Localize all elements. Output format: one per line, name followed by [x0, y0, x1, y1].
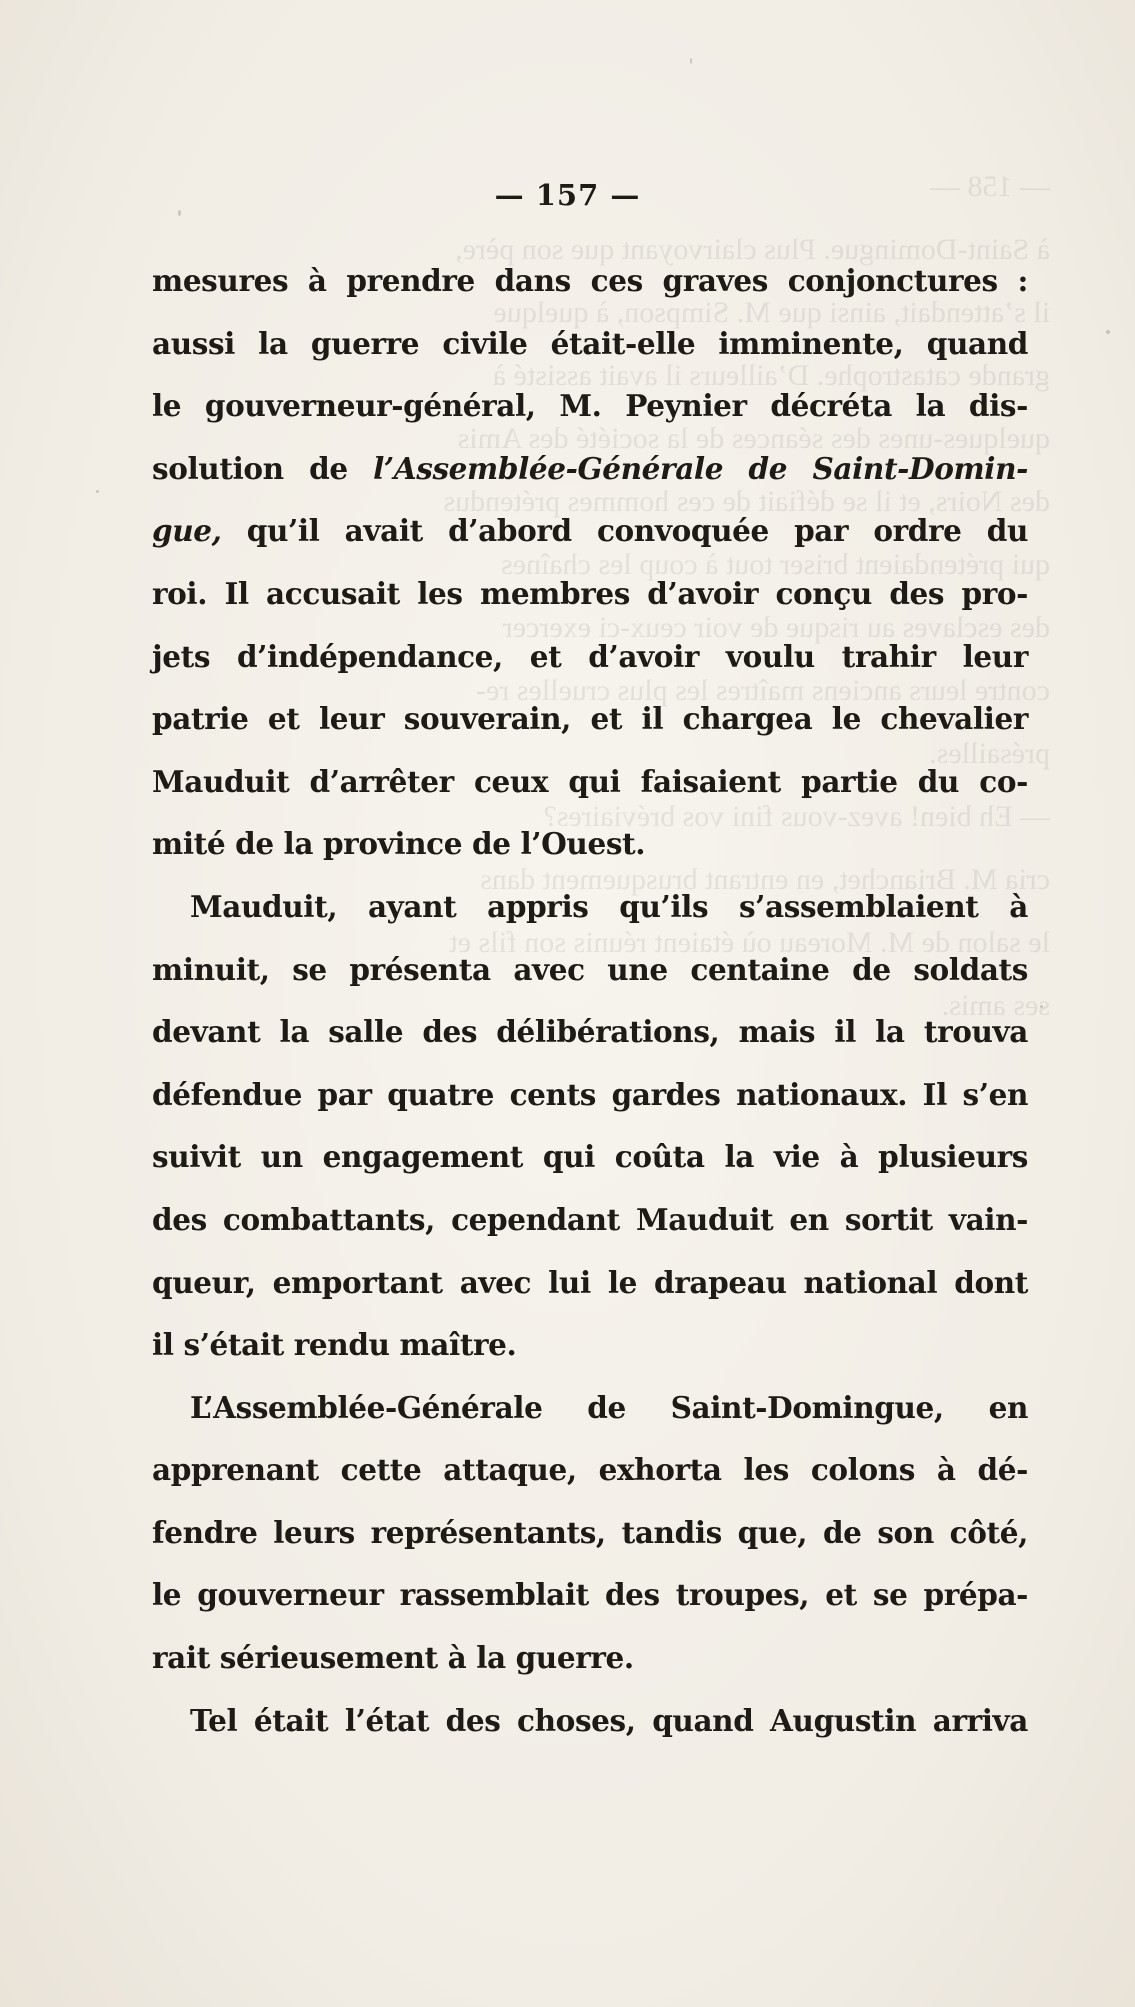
text-line: Tel était l’état des choses, quand Augustin arriva [190, 1702, 1028, 1738]
text-line: jets d’indépendance, et d’avoir voulu trahir leur [152, 638, 1028, 674]
paper-speck [1040, 1005, 1043, 1008]
text-line: rait sérieusement à la guerre. [152, 1640, 634, 1676]
paper-speck [96, 490, 99, 493]
text-line: L’Assemblée-Générale de Saint-Domingue, en [190, 1389, 1028, 1425]
text-line: gue, qu’il avait d’abord convoquée par ordre du [152, 513, 1028, 549]
text-line: le gouverneur rassemblait des troupes, et se prépa- [152, 1577, 1028, 1613]
text-line: devant la salle des délibérations, mais il la trouva [152, 1014, 1028, 1050]
paper-speck [690, 58, 692, 64]
text-line: patrie et leur souverain, et il chargea le chevalier [152, 701, 1028, 737]
italic-title: gue, [152, 513, 222, 549]
paper-speck [178, 210, 181, 216]
text-line: roi. Il accusait les membres d’avoir conçu des pro- [152, 575, 1028, 611]
italic-title: l’Assemblée-Générale de Saint-Domin- [373, 450, 1028, 486]
body-text [152, 250, 1028, 1752]
page-number: — 157 — [494, 178, 641, 212]
text-line: le gouverneur-général, M. Peynier décréta la dis- [152, 388, 1028, 424]
text-line: il s’était rendu maître. [152, 1327, 517, 1363]
text-line: défendue par quatre cents gardes nationaux. Il s’en [152, 1076, 1028, 1112]
text-line: fendre leurs représentants, tandis que, de son côté, [152, 1514, 1028, 1550]
paper-speck [1106, 330, 1110, 334]
text-line: minuit, se présenta avec une centaine de soldats [152, 951, 1028, 987]
text-line: aussi la guerre civile était-elle imminente, quand [152, 325, 1028, 361]
text-line: apprenant cette attaque, exhorta les colons à dé- [152, 1452, 1028, 1488]
text-line: queur, emportant avec lui le drapeau national dont [152, 1264, 1028, 1300]
text-line: Mauduit, ayant appris qu’ils s’assemblaient à [190, 888, 1028, 924]
text-line: mesures à prendre dans ces graves conjonctures : [152, 263, 1028, 298]
text-line: suivit un engagement qui coûta la vie à plusieurs [152, 1139, 1028, 1175]
text-line: Mauduit d’arrêter ceux qui faisaient partie du co- [152, 763, 1028, 799]
text-line: solution de l’Assemblée-Générale de Saint-Domin- [152, 450, 1028, 486]
text-line: des combattants, cependant Mauduit en sortit vain- [152, 1201, 1028, 1237]
text-line: mité de la province de l’Ouest. [152, 826, 646, 862]
bleed-through-text: — 158 — à Saint-Domingue. Plus clairvoyant que son père, il s’attendait, ainsi que M. Simpson, à quelque grande catastrophe. D’ailleurs il avait assisté à quelques-unes des séances de la société des Amis des Noirs, et il se défiait de ces hommes prétendus qui prétendaient briser tout à coup les chaînes des esclaves au risque de voir ceux-ci exercer contre leurs anciens maîtres les plus cruelles re- présailles. — Eh bien! avez-vous fini vos bréviaires? cria M. Brianchet, en entrant brusquement dans le salon de M. Moreau où étaient réunis son fils et ses amis. [443, 170, 1050, 1022]
